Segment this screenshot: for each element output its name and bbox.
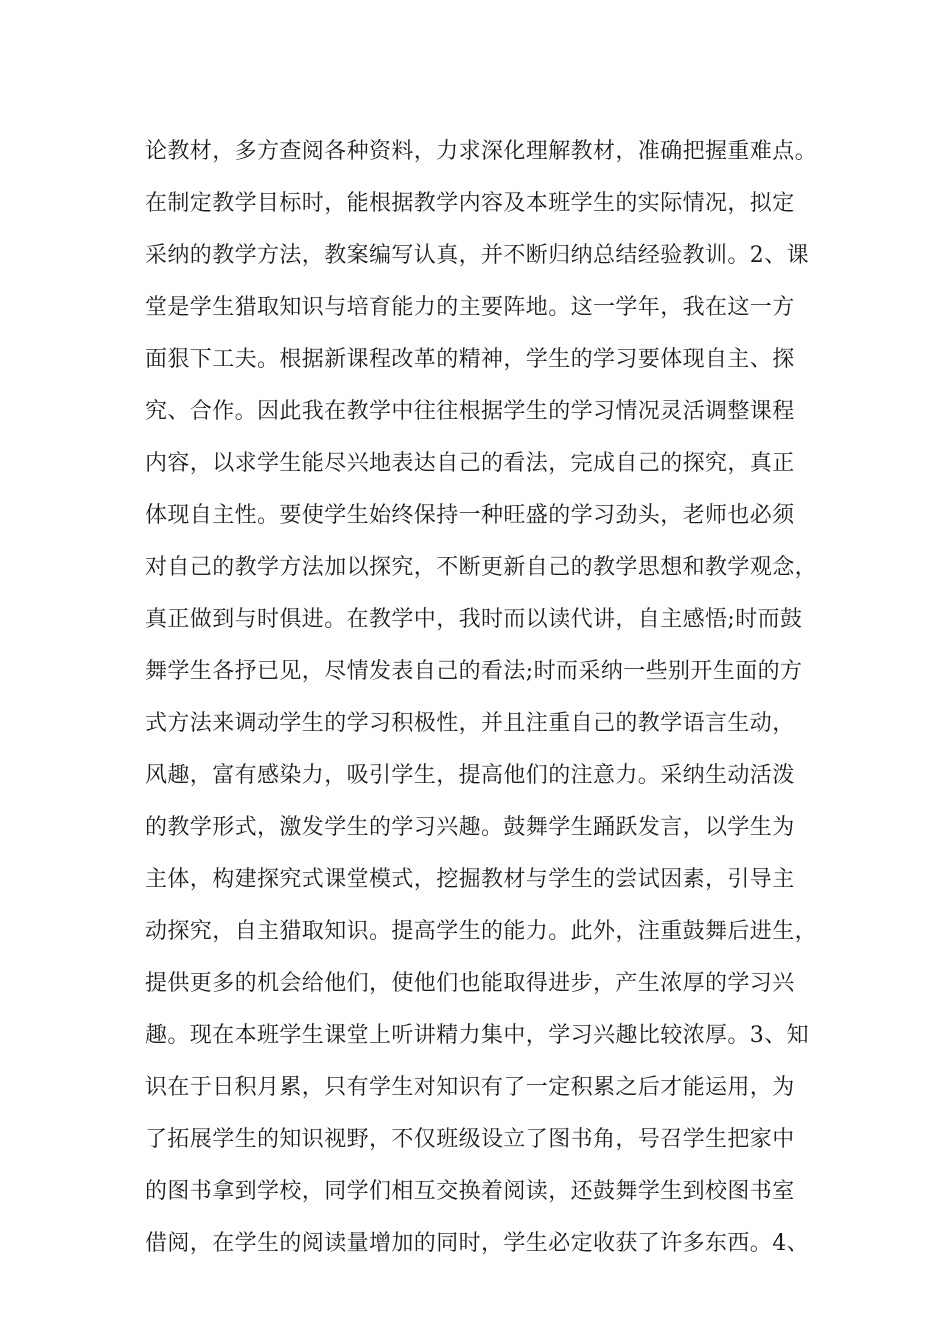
text-line: 的图书拿到学校，同学们相互交换着阅读，还鼓舞学生到校图书室 [145,1179,795,1204]
body-text [145,126,835,1270]
text-line: 真正做到与时俱进。在教学中，我时而以读代讲，自主感悟;时而鼓 [145,607,803,632]
text-line: 在制定教学目标时，能根据教学内容及本班学生的实际情况，拟定 [145,191,795,216]
text-line: 风趣，富有感染力，吸引学生，提高他们的注意力。采纳生动活泼 [145,763,795,788]
text-line: 了拓展学生的知识视野，不仅班级设立了图书角，号召学生把家中 [145,1127,795,1152]
text-line: 对自己的教学方法加以探究，不断更新自己的教学思想和教学观念， [145,555,818,580]
text-line: 堂是学生猎取知识与培育能力的主要阵地。这一学年，我在这一方 [145,295,795,320]
text-line: 论教材，多方查阅各种资料，力求深化理解教材，准确把握重难点。 [145,139,818,164]
text-line: 识在于日积月累，只有学生对知识有了一定积累之后才能运用，为 [145,1075,795,1100]
text-line: 内容，以求学生能尽兴地表达自己的看法，完成自己的探究，真正 [145,451,795,476]
text-line: 采纳的教学方法，教案编写认真，并不断归纳总结经验教训。2、课 [145,243,809,268]
text-line: 究、合作。因此我在教学中往往根据学生的学习情况灵活调整课程 [145,399,795,424]
text-line: 面狠下工夫。根据新课程改革的精神，学生的学习要体现自主、探 [145,347,795,372]
text-line: 借阅，在学生的阅读量增加的同时，学生必定收获了许多东西。4、 [145,1231,809,1256]
text-line: 提供更多的机会给他们，使他们也能取得进步，产生浓厚的学习兴 [145,971,795,996]
text-line: 动探究，自主猎取知识。提高学生的能力。此外，注重鼓舞后进生， [145,919,818,944]
text-line: 趣。现在本班学生课堂上听讲精力集中，学习兴趣比较浓厚。3、知 [145,1023,809,1048]
text-line: 主体，构建探究式课堂模式，挖掘教材与学生的尝试因素，引导主 [145,867,795,892]
text-line: 的教学形式，激发学生的学习兴趣。鼓舞学生踊跃发言，以学生为 [145,815,795,840]
text-line: 体现自主性。要使学生始终保持一种旺盛的学习劲头，老师也必须 [145,503,795,528]
text-line: 舞学生各抒已见，尽情发表自己的看法;时而采纳一些别开生面的方 [145,659,803,684]
text-line: 式方法来调动学生的学习积极性，并且注重自己的教学语言生动， [145,711,795,736]
